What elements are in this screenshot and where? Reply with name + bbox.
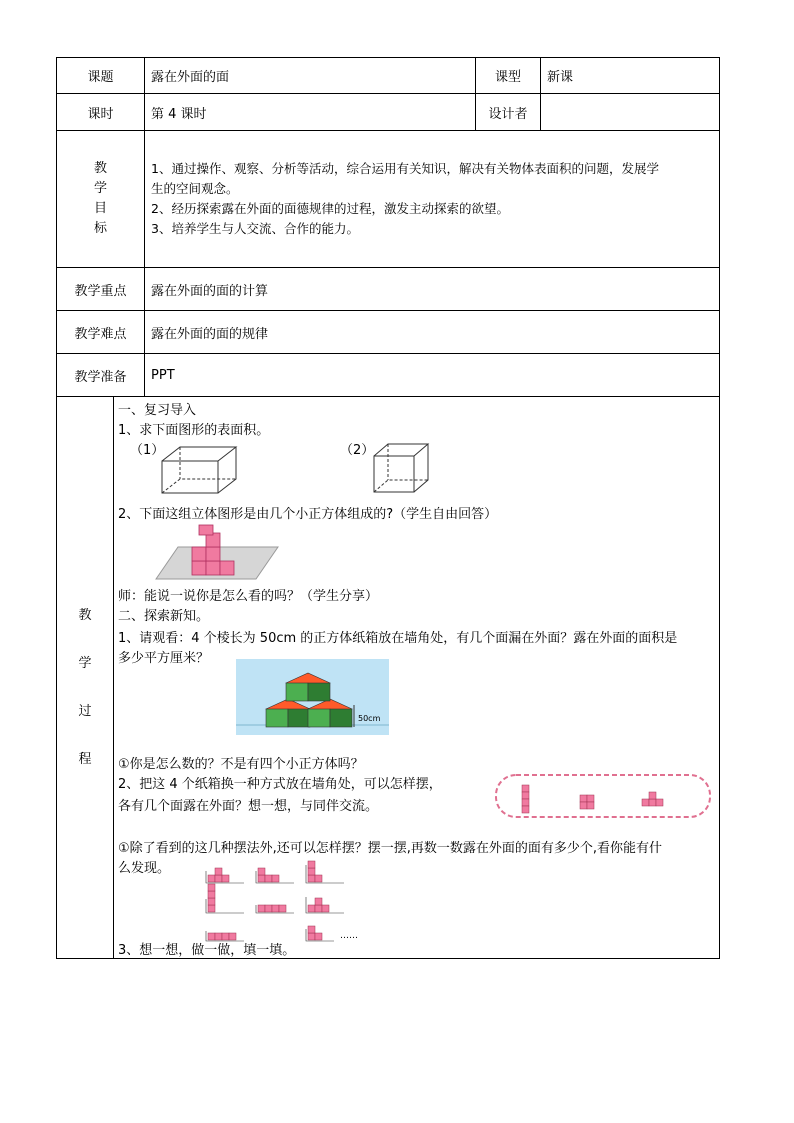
lesson-plan-table [56, 57, 720, 959]
figure-2-label: （2） [340, 443, 375, 458]
discover-line1: ①除了看到的这几种摆法外,还可以怎样摆？摆一摆,再数一数露在外面的面有多少个,看你能有什 [118, 841, 663, 856]
cube-measure-label: 50cm [358, 714, 381, 723]
process-label-char: 学 [78, 655, 92, 671]
cube-figure [372, 442, 436, 494]
question-surface-area: 1、求下面图形的表面积。 [118, 423, 270, 438]
question-cube-count: 2、下面这组立体图形是由几个小正方体组成的?（学生自由回答） [118, 507, 498, 522]
teacher-question: 师：能说一说你是怎么看的吗？（学生分享） [118, 589, 379, 604]
objectives-label-char: 教 [94, 161, 108, 176]
designer-label: 设计者 [476, 94, 541, 131]
section-explore: 二、探索新知。 [118, 609, 210, 624]
prep-value: PPT [145, 354, 720, 397]
objective-line: 3、培养学生与人交流、合作的能力。 [151, 221, 359, 236]
process-label-char: 教 [78, 607, 92, 623]
period-value: 第 4 课时 [145, 94, 476, 131]
type-label: 课型 [476, 58, 541, 94]
section-review: 一、复习导入 [118, 403, 197, 418]
topic-value: 露在外面的面 [145, 58, 476, 94]
objective-line: 1、通过操作、观察、分析等活动，综合运用有关知识，解决有关物体表面积的问题，发展学 [151, 161, 659, 176]
count-question: ①你是怎么数的？不是有四个小正方体吗？ [118, 757, 364, 772]
explore2-line1: 2、把这 4 个纸箱换一种方式放在墙角处，可以怎样摆， [118, 777, 442, 792]
figure-1-label: （1） [130, 443, 165, 458]
explore2-line2: 各有几个面露在外面？想一想，与同伴交流。 [118, 799, 379, 814]
discover-line2: 么发现。 [118, 861, 171, 876]
period-label: 课时 [57, 94, 145, 131]
objectives-label-char: 目 [94, 201, 108, 216]
think-do-fill: 3、想一想，做一做，填一填。 [118, 943, 296, 958]
difficulty-label: 教学难点 [57, 311, 145, 354]
key-point-label: 教学重点 [57, 268, 145, 311]
objectives-label-char: 学 [94, 181, 108, 196]
corner-cubes-illustration [236, 659, 389, 735]
key-point-value: 露在外面的面的计算 [145, 268, 720, 311]
more-ellipsis: …… [340, 931, 358, 941]
difficulty-value: 露在外面的面的规律 [145, 311, 720, 354]
topic-label: 课题 [57, 58, 145, 94]
explore-question-line2: 多少平方厘米？ [118, 651, 210, 666]
process-label-char: 程 [78, 751, 92, 767]
designer-value [541, 94, 720, 131]
process-label-char: 过 [78, 703, 92, 719]
objectives-label-char: 标 [94, 221, 108, 236]
stacked-cubes-figure [154, 523, 279, 585]
arrangement-cloud [492, 771, 714, 821]
arrangements-grid [200, 857, 360, 947]
process-label [57, 397, 114, 959]
process-content [114, 397, 720, 959]
explore-question-line1: 1、请观看：4 个棱长为 50cm 的正方体纸箱放在墙角处，有几个面漏在外面？露在外面的面积是 [118, 631, 678, 646]
cuboid-figure [160, 445, 240, 497]
objectives-label [57, 131, 145, 268]
objective-line: 生的空间观念。 [151, 181, 239, 196]
objectives-content [145, 131, 720, 268]
objective-line: 2、经历探索露在外面的面德规律的过程，激发主动探索的欲望。 [151, 201, 509, 216]
type-value: 新课 [541, 58, 720, 94]
prep-label: 教学准备 [57, 354, 145, 397]
